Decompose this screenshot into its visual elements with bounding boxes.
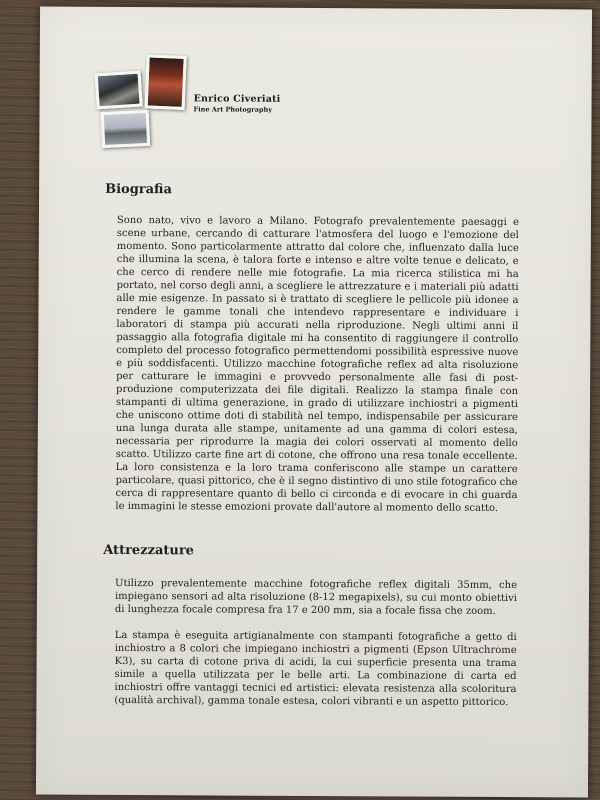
section-heading-biografia: Biografia <box>105 181 172 198</box>
brand-subtitle: Fine Art Photography <box>193 105 273 114</box>
document-page <box>36 7 592 798</box>
paragraph: Utilizzo prevalentemente macchine fotografiche reflex digitali 35mm, che impiegano sensori ad alta risoluzione (8-12 megapixels), su cui monto obiettivi di lunghezza focale compresa fra 17 e 200 mm, sia a focale fissa che zoom. <box>114 577 518 617</box>
logo-photo-arcade <box>145 54 187 110</box>
section-body-biografia <box>115 214 519 515</box>
logo-photo-lake <box>101 110 151 148</box>
photo-collage-logo <box>95 55 196 156</box>
brand-block <box>194 93 281 113</box>
brand-name: Enrico Civeriati <box>193 93 281 105</box>
logo-photo-street <box>95 71 143 110</box>
paragraph: La stampa è eseguita artigianalmente con stampanti fotografiche a getto di inchiostro a 8 colori che impiegano inchiostri a pigmenti (Epson Ultrachrome K3), su carta di cotone priva di acidi, la cui superficie presenta una trama simile a quella utilizzata per le belle arti. La combinazione di carta ed inchiostri offre vantaggi tecnici ed artistici: elevata resistenza alla scoloritura (qualità archival), gamma tonale estesa, colori vibranti e un aspetto pittorico. <box>114 629 517 709</box>
section-heading-attrezzature: Attrezzature <box>103 542 195 559</box>
paragraph: Sono nato, vivo e lavoro a Milano. Fotografo prevalentemente paesaggi e scene urbane, cercando di catturare l'atmosfera del luogo e l'emozione del momento. Sono particolarmente attratto dal colore che, influenzato dalla luce che illumina la scena, è talora forte e intenso e altre volte tenue e delicato, e che cerco di rendere nelle mie fotografie. La mia ricerca stilistica mi ha portato, nel corso degli anni, a scegliere le attrezzature e i materiali più adatti alle mie esigenze. In passato si è trattato di scegliere le pellicole più idonee a rendere le gamme tonali che intendevo rappresentare e individuare i laboratori di stampa più accurati nella riproduzione. Negli ultimi anni il passaggio alla fotografia digitale mi ha consentito di raggiungere il controllo completo del processo fotografico permettendomi possibilità espressive nuove e più soddisfacenti. Utilizzo macchine fotografiche reflex ad alta risoluzione per catturare le immagini e provvedo personalmente alle fasi di post-produzione computerizzata dei file digitali. Realizzo la stampa finale con stampanti di ultima generazione, in grado di utilizzare inchiostri a pigmenti che uniscono ottime doti di stabilità nel tempo, indispensabile per assicurare una lunga durata alle stampe, unitamente ad una gamma di colori estesa, necessaria per riprodurre la magia dei colori osservati al momento dello scatto. Utilizzo carte fine art di cotone, che offrono una resa tonale eccellente. La loro consistenza e la loro trama conferiscono alle stampe un carattere particolare, quasi pittorico, che è il segno distintivo di uno stile fotografico che cerca di rappresentare quanto di bello ci circonda e di evocare in chi guarda le immagini le stesse emozioni provate dall'autore al momento dello scatto. <box>115 214 519 514</box>
section-body-attrezzature <box>114 577 517 709</box>
